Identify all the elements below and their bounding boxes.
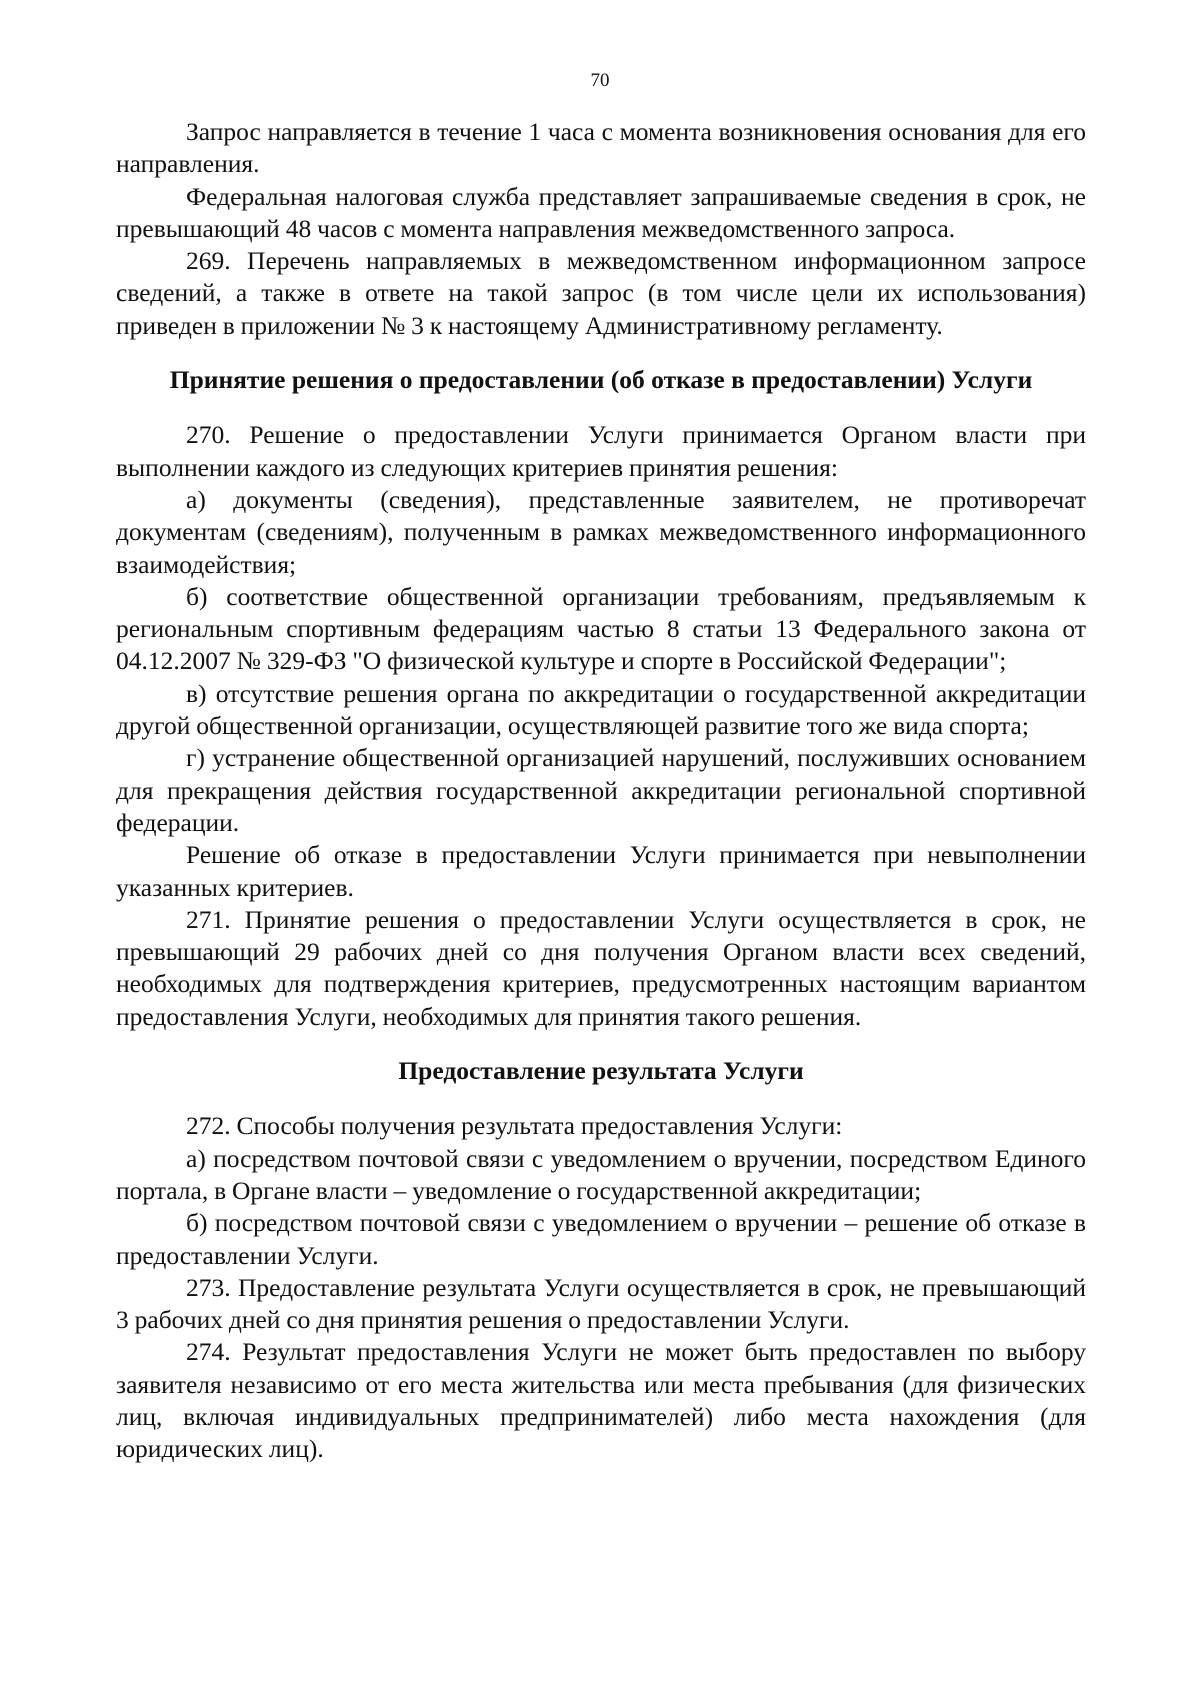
paragraph-270-g: г) устранение общественной организацией нарушений, послуживших основанием для прекращения действия государственной аккредитации региональной спортивной федерации. — [116, 743, 1086, 837]
document-body — [116, 116, 1086, 1466]
paragraph-273: 273. Предоставление результата Услуги осуществляется в срок, не превышающий 3 рабочих дней со дня принятия решения о предоставлении Услуги. — [116, 1272, 1086, 1335]
paragraph-272-b: б) посредством почтовой связи с уведомлением о вручении – решение об отказе в предоставлении Услуги. — [116, 1208, 1086, 1270]
paragraph-tax-service: Федеральная налоговая служба представляет запрашиваемые сведения в срок, не превышающий 48 часов с момента направления межведомственного запроса. — [116, 181, 1086, 243]
section-heading-decision: Принятие решения о предоставлении (об отказе в предоставлении) Услуги — [169, 365, 1033, 395]
section-heading-result: Предоставление результата Услуги — [398, 1056, 804, 1086]
paragraph-272-a: а) посредством почтовой связи с уведомлением о вручении, посредством Единого портала, в Органе власти – уведомление о государственной аккредитации; — [116, 1143, 1086, 1205]
page-number: 70 — [590, 70, 610, 91]
paragraph-272: 272. Способы получения результата предоставления Услуги: — [186, 1111, 843, 1141]
paragraph-refusal: Решение об отказе в предоставлении Услуги принимается при невыполнении указанных критериев. — [116, 840, 1086, 902]
paragraph-270-v: в) отсутствие решения органа по аккредитации о государственной аккредитации другой общественной организации, осуществляющей развитие того же вида спорта; — [116, 678, 1086, 741]
paragraph-270-a: а) документы (сведения), представленные заявителем, не противоречат документам (сведениям), полученным в рамках межведомственного информационного взаимодействия; — [116, 484, 1086, 579]
paragraph-270: 270. Решение о предоставлении Услуги принимается Органом власти при выполнении каждого из следующих критериев принятия решения: — [116, 420, 1086, 482]
paragraph-274: 274. Результат предоставления Услуги не может быть предоставлен по выбору заявителя независимо от его места жительства или места пребывания (для физических лиц, включая индивидуальных предпринимателей) либо места нахождения (для юридических лиц). — [116, 1337, 1086, 1464]
paragraph-request-timing: Запрос направляется в течение 1 часа с момента возникновения основания для его направления. — [116, 117, 1086, 179]
paragraph-269: 269. Перечень направляемых в межведомственном информационном запросе сведений, а также в ответе на такой запрос (в том числе цели их использования) приведен в приложении № 3 к настоящему Административному регламенту. — [116, 246, 1086, 340]
paragraph-271: 271. Принятие решения о предоставлении Услуги осуществляется в срок, не превышающий 29 рабочих дней со дня получения Органом власти всех сведений, необходимых для подтверждения критериев, предусмотренных настоящим вариантом предоставления Услуги, необходимых для принятия такого решения. — [116, 904, 1086, 1031]
paragraph-270-b: б) соответствие общественной организации требованиям, предъявляемым к региональным спортивным федерациям частью 8 статьи 13 Федерального закона от 04.12.2007 № 329-ФЗ "О физической культуре и спорте в Российской Федерации"; — [116, 581, 1086, 676]
